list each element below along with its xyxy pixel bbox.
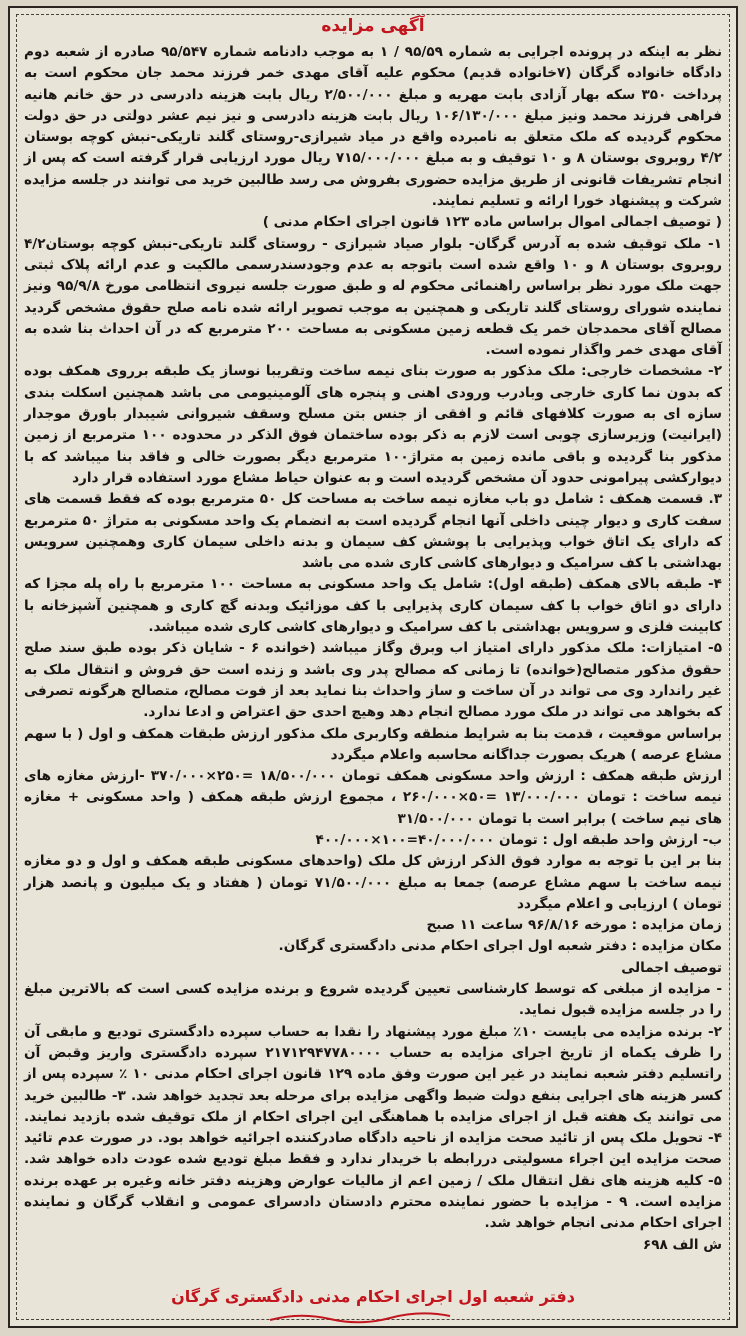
notice-body-text: نظر به اینکه در پرونده اجرایی به شماره ۹۵/۵۹ / ۱ به موجب دادنامه شماره ۹۵/۵۴۷ صادره از شعبه دوم دادگاه خانواده گرگان (۷خانواده قدیم) محکوم علیه آقای مهدی خمر فرزند محمد جان محکوم است به پرداخت ۳۵۰ سکه بهار آزادی بابت مهریه و مبلغ ۲/۵۰۰/۰۰۰ ریال بابت هزینه دادرسی در حق خانم هانیه فراهی فرزند محمد ونیز مبلغ ۱۰۶/۱۳۰/۰۰۰ ریال بابت هزینه دادرسی و نیز نیم عشر دولتی در حق دولت محکوم گردیده که ملک متعلق به نامبرده واقع در میاد شیرازی-روستای گلند تاریکی-نبش کوچه بوستان ۴/۲ روبروی بوستان ۸ و ۱۰ توقیف و به مبلغ ۷۱۵/۰۰۰/۰۰۰ ریال مورد ارزیابی قرار گرفته است که پس از انجام تشریفات قانونی از طریق مزایده حضوری بفروش می رسد طالبین خرید می توانند در جلسه مزایده شرکت و پیشنهاد خورا ارائه و تسلیم نمایند. ( توصیف اجمالی اموال براساس ماده ۱۲۳ قانون اجرای احکام مدنی ) ۱- ملک توقیف شده به آدرس گرگان- بلوار صیاد شیرازی - روستای گلند تاریکی-نبش کوچه بوستان۴/۲ روبروی بوستان ۸ و ۱۰ واقع شده است باتوجه به عدم وجودسندرسمی مالکیت و عدم ارائه پلاک ثبتی جهت ملک مورد نظر براساس راهنمائی محکوم له و طبق صورت جلسه نیروی انتظامی مورخ ۹۵/۹/۸ ونیز نماینده شورای روستای گلند تاریکی و همچنین به موجب تصویر ارائه شده نامه صلح حقوق مشخص گردید مصالح آقای محمدجان خمر یک قطعه زمین مسکونی به مساحت ۲۰۰ مترمربع که در آن احداث بنا شده به آقای مهدی خمر واگذار نموده است. ۲- مشخصات خارجی: ملک مذکور به صورت بنای نیمه ساخت وتقریبا نوساز یک طبقه برروی همکف بوده که بدون نما کاری خارجی وبادرب ورودی اهنی و پنجره های آلومینیومی می باشد همچنین اسکلت بندی سازه ای به صورت کلافهای قائم و افقی از جنس بتن مسلح وسقف شیروانی شیبدار باورق موجدار (ایرانیت) وزیرسازی چوبی است لازم به ذکر بوده ساختمان فوق الذکر در محدوده ۱۰۰ مترمربع از زمین مذکور بنا گردیده و باقی مانده زمین به متراژ۱۰۰ مترمربع دیگر بصورت خالی و فاقد بنا میباشد که با دیوارکشی پیرامونی حدود آن مشخص گردیده است و به عنوان حیاط مشاع مورد استفاده قرار دارد ۳. قسمت همکف : شامل دو باب مغازه نیمه ساخت به مساحت کل ۵۰ مترمربع بوده که فقط قسمت های سفت کاری و دیوار چینی داخلی آنها انجام گردیده است به انضمام یک واحد مسکونی به متراژ ۵۰ مترمربع که دارای یک اتاق خواب وپذیرایی با پوشش کف سیمان و بدنه داخلی سیمان کاری وهمچنین سرویس بهداشتی با کف سرامیک و دیوارهای کاشی کاری شده می باشد ۴- طبقه بالای همکف (طبقه اول): شامل یک واحد مسکونی به مساحت ۱۰۰ مترمربع با راه پله مجزا که دارای دو اتاق خواب با کف سیمان کاری پذیرایی با کف موزائیک وبدنه گچ کاری و همچنین آشپزخانه با کابینت فلزی و سرویس بهداشتی با کف سرامیک و دیوارهای کاشی کاری شده میباشد. ۵- امتیازات: ملک مذکور دارای امتیاز اب وبرق وگاز میباشد (خوانده ۶ - شایان ذکر بوده طبق سند صلح حقوق مذکور متصالح(خوانده) تا زمانی که مصالح پدر وی باشد و زنده است حق فروش و انتقال ملک به غیر راندارد وی می تواند در آن ساخت و ساز واحداث بنا نماید بعد از فوت مصالح، متصالح هرگونه تصرفی که بخواهد می تواند در ملک مورد مصالح انجام دهد وهیچ احدی حق اعتراض و ادعا ندارد. براساس موقعیت ، قدمت بنا به شرایط منطقه وکاربری ملک مذکور ارزش طبقات همکف و اول ( با سهم مشاع عرصه ) هریک بصورت جداگانه محاسبه واعلام میگردد ارزش طبقه همکف : ارزش واحد مسکونی همکف تومان ۱۸/۵۰۰/۰۰۰ =۲۵۰×۳۷۰/۰۰۰ -ارزش مغازه های نیمه ساخت : تومان ۱۳/۰۰۰/۰۰۰ =۵۰×۲۶۰/۰۰۰ ، مجموع ارزش طبقه همکف ( واحد مسکونی + مغازه های نیم ساخت ) برابر است با تومان ۳۱/۵۰۰/۰۰۰ ب- ارزش واحد طبقه اول : تومان ۴۰/۰۰۰/۰۰۰=۱۰۰×۴۰۰/۰۰۰ بنا بر این با توجه به موارد فوق الذکر ارزش کل ملک (واحدهای مسکونی طبقه همکف و اول و دو مغازه نیمه ساخت با سهم مشاع عرصه) جمعا به مبلغ ۷۱/۵۰۰/۰۰۰ تومان ( هفتاد و یک میلیون و پانصد هزار تومان ) ارزیابی و اعلام میگردد زمان مزایده : مورخه ۹۶/۸/۱۶ ساعت ۱۱ صبح مکان مزایده : دفتر شعبه اول اجرای احکام مدنی دادگستری گرگان. توصیف اجمالی - مزایده از مبلغی که توسط کارشناسی تعیین گردیده شروع و برنده مزایده کسی است که بالاترین مبلغ را در جلسه مزایده قبول نماید. ۲- برنده مزایده می بایست ۱۰٪ مبلغ مورد پیشنهاد را نقدا به حساب سپرده دادگستری تودیع و مابقی آن را ظرف یکماه از تاریخ اجرای مزایده به حساب ۲۱۷۱۲۹۴۷۷۸۰۰۰۰ سپرده دادگستری واریز وقبض آن راتسلیم دفتر شعبه نمایند در غیر این صورت وفق ماده ۱۲۹ قانون اجرای احکام مدنی ۱۰ ٪ سپرده پس از کسر هزینه های اجرایی بنفع دولت ضبط واگهی مزایده برای مرحله بعد تجدید خواهد شد. ۳- طالبین خرید می توانند یک هفته قبل از اجرای مزایده با هماهنگی این اجرای احکام از ملک توقیف شده بازدید نمایند. ۴- تحویل ملک پس از تائید صحت مزایده از ناحیه دادگاه صادرکننده اجرائیه خواهد بود. در صورت عدم تائید صحت مزایده این اجراء مسولیتی دررابطه با خریدار ندارد و فقط مبلغ تودیع شده عودت داده خواهد شد. ۵- کلیه هزینه های نقل انتقال ملک / زمین اعم از مالیات عوارض وهزینه دفتر خانه وغیره بر عهده برنده مزایده است. ۹ - مزایده با حضور نماینده محترم دادستان دادسرای عمومی و انقلاب گرگان و نماینده اجرای احکام مدنی انجام خواهد شد. ش الف ۶۹۸ <box>24 44 723 1253</box>
notice-body <box>24 42 722 1256</box>
notice-title: آگهی مزایده <box>321 16 425 36</box>
notice-page <box>8 6 738 1328</box>
stamp-mark-icon <box>260 1310 460 1324</box>
notice-signature: دفتر شعبه اول اجرای احکام مدنی دادگستری گرگان <box>171 1287 575 1306</box>
